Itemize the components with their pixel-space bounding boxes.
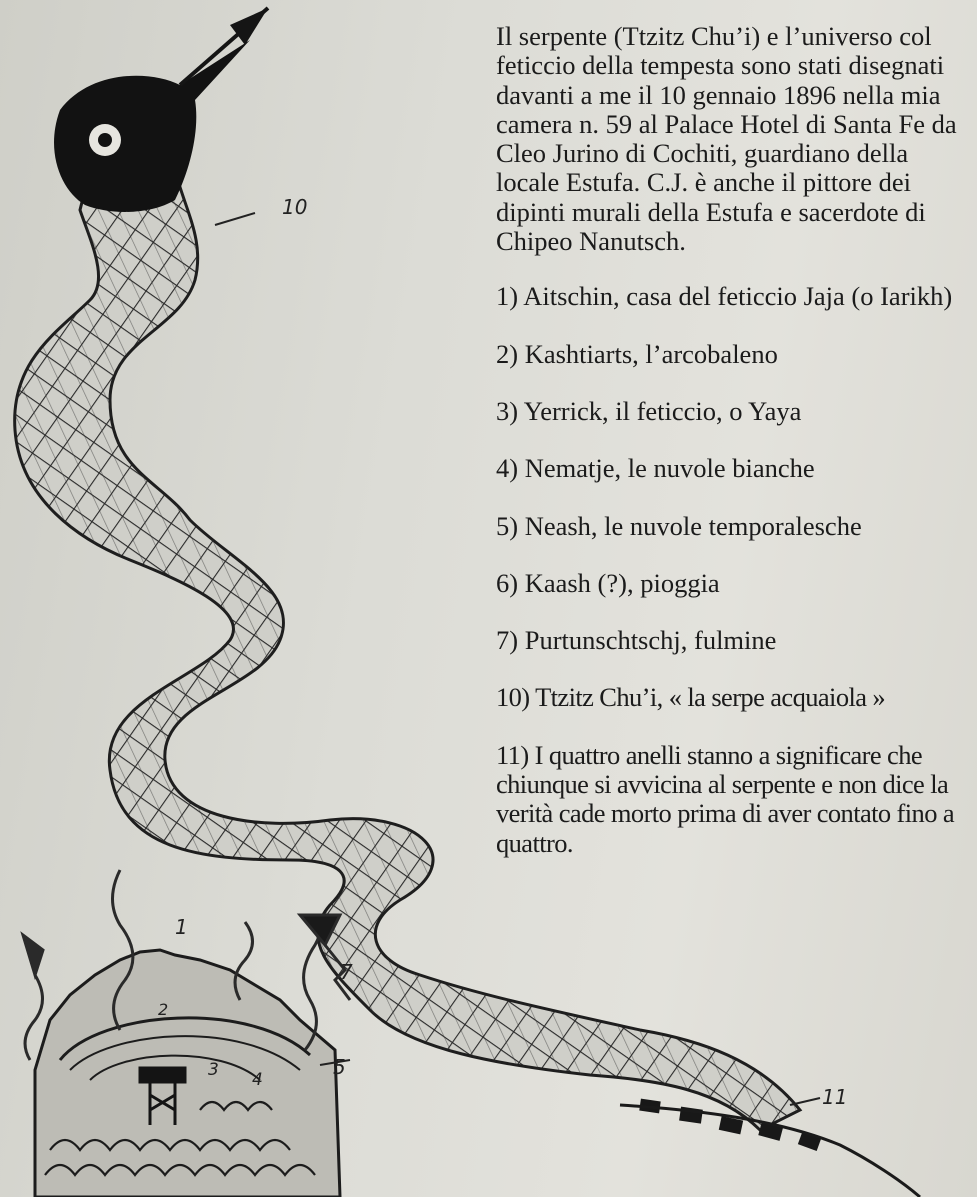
- legend-item-4: 4) Nematje, le nuvole bianche: [496, 453, 815, 484]
- label-rings: 11: [822, 1085, 848, 1109]
- label-white-clouds: 4: [252, 1070, 263, 1090]
- legend-item-3: 3) Yerrick, il feticcio, o Yaya: [496, 395, 802, 426]
- label-snake: 10: [282, 195, 308, 219]
- label-storm-clouds: 5: [333, 1055, 346, 1079]
- label-lightning: 7: [340, 960, 353, 984]
- legend-item-5: 5) Neash, le nuvole temporalesche: [496, 510, 862, 541]
- legend-item-2: 2) Kashtiarts, l’arcobaleno: [496, 338, 778, 369]
- legend-item-1: 1) Aitschin, casa del feticcio Jaja (o Iarikh): [496, 281, 953, 312]
- label-fetish: 3: [208, 1060, 219, 1080]
- snake-head: [54, 40, 250, 212]
- label-house: 1: [175, 915, 188, 939]
- caption-text: [496, 22, 968, 886]
- label-rainbow: 2: [158, 1000, 169, 1019]
- legend-item-11: 11) I quattro anelli stanno a significare che chiunque si avvicina al serpente e non dice la verità cade morto prima di aver contato fino a quattro.: [496, 739, 955, 858]
- legend-item-7: 7) Purtunschtschj, fulmine: [496, 625, 777, 656]
- legend-item-6: 6) Kaash (?), pioggia: [496, 567, 720, 598]
- caption-intro: Il serpente (Ttzitz Chu’i) e l’universo col feticcio della tempesta sono stati disegnati davanti a me il 10 gennaio 1896 nella mia camera n. 59 al Palace Hotel di Santa Fe da Cleo Jurino di Cochiti, guardiano della locale Estufa. C.J. è anche il pittore dei dipinti murali della Estufa e sacerdote di Chipeo Nanutsch.: [496, 21, 957, 257]
- estufa-house: [35, 950, 340, 1197]
- legend-item-10: 10) Ttzitz Chu’i, « la serpe acquaiola »: [496, 682, 886, 713]
